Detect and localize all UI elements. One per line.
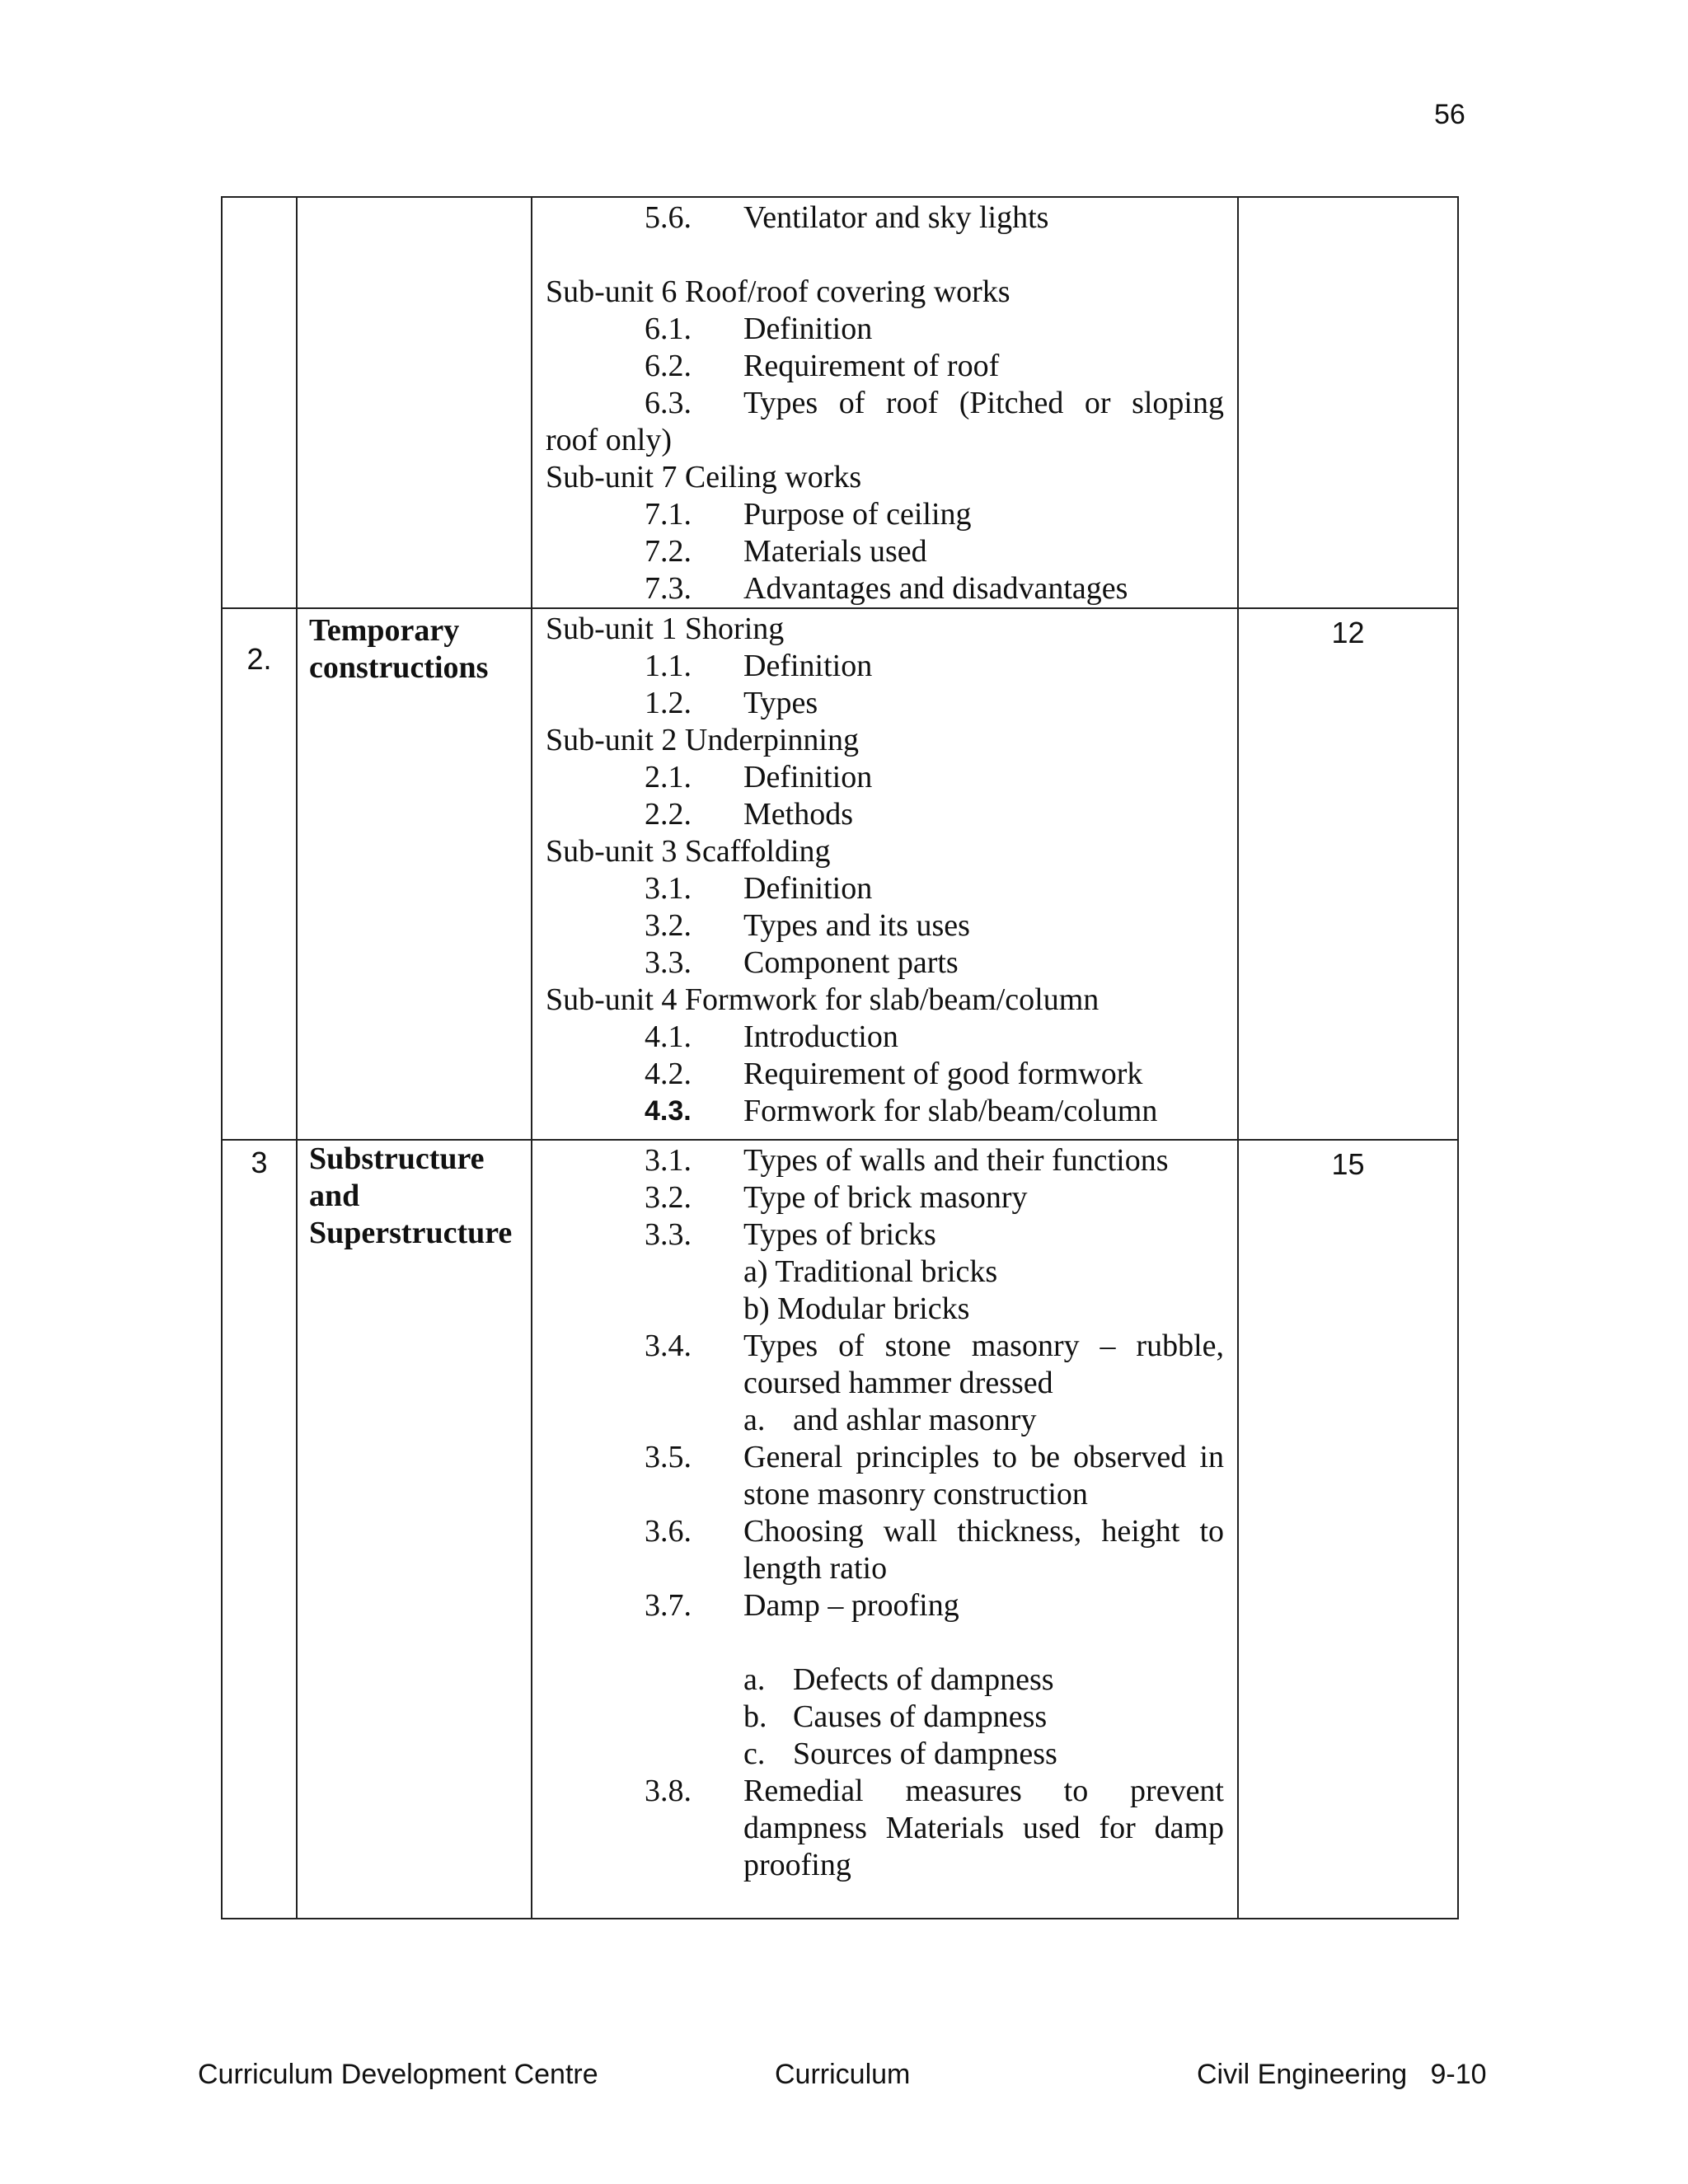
list-item: 3.1. Definition (645, 871, 873, 906)
table-row (222, 608, 1458, 1140)
hours-cell: 15 (1238, 1140, 1458, 1919)
list-item: 1.2. Types (645, 686, 818, 720)
subunit-heading: Sub-unit 2 Underpinning (546, 723, 859, 757)
list-item: 6.3. Types of roof (Pitched or sloping (645, 386, 1224, 420)
list-item: 3.1. Types of walls and their functions (645, 1143, 1169, 1178)
unit-title-cell: Substructure and Superstructure (297, 1140, 532, 1919)
list-item: 6.2. Requirement of roof (645, 349, 1000, 383)
list-item: 2.1. Definition (645, 760, 873, 794)
list-item: 4.1. Introduction (645, 1019, 898, 1054)
unit-title-cell: Temporary constructions (297, 608, 532, 1140)
list-item: 3.3. Component parts (645, 945, 959, 980)
list-subitem: a. Defects of dampness (743, 1662, 1054, 1697)
list-subitem: a. and ashlar masonry (743, 1403, 1037, 1437)
unit-number-cell: 3 (222, 1140, 297, 1919)
list-item: 1.1. Definition (645, 649, 873, 683)
list-item: 3.2. Type of brick masonry (645, 1180, 1028, 1215)
list-subitem: b) Modular bricks (743, 1291, 970, 1326)
subunit-heading: Sub-unit 4 Formwork for slab/beam/column (546, 982, 1100, 1017)
unit-number-cell: 2. (222, 608, 297, 1140)
content-cell (532, 197, 1238, 608)
footer-right: Civil Engineering 9-10 (1197, 2059, 1487, 2090)
list-item: 4.2. Requirement of good formwork (645, 1057, 1143, 1091)
table-row (222, 197, 1458, 608)
unit-number-cell (222, 197, 297, 608)
subunit-heading: Sub-unit 6 Roof/roof covering works (546, 274, 1010, 309)
page-number: 56 (1434, 99, 1465, 130)
content-cell (532, 608, 1238, 1140)
list-item: 3.7. Damp – proofing (645, 1588, 959, 1623)
content-cell (532, 1140, 1238, 1919)
list-item: 4.3. Formwork for slab/beam/column (645, 1094, 1158, 1128)
subunit-heading: Sub-unit 3 Scaffolding (546, 834, 831, 869)
list-item-wrap: roof only) (546, 423, 673, 457)
list-item: 3.5. General principles to be observed in stone masonry construction (645, 1440, 1224, 1511)
hours-cell (1238, 197, 1458, 608)
syllabus-table (221, 196, 1459, 1919)
hours-cell: 12 (1238, 608, 1458, 1140)
list-item: 3.2. Types and its uses (645, 908, 970, 943)
subunit-heading: Sub-unit 7 Ceiling works (546, 460, 862, 494)
list-item: 2.2. Methods (645, 797, 853, 832)
list-item: 3.4. Types of stone masonry – rubble, coursed hammer dressed (645, 1329, 1224, 1400)
list-item: 7.3. Advantages and disadvantages (645, 571, 1128, 606)
footer-center: Curriculum (775, 2059, 911, 2090)
unit-title-cell (297, 197, 532, 608)
list-item: 3.6. Choosing wall thickness, height to length ratio (645, 1514, 1224, 1586)
list-subitem: a) Traditional bricks (743, 1254, 998, 1289)
table-row (222, 1140, 1458, 1919)
list-item: 3.3. Types of bricks (645, 1217, 936, 1252)
footer-left: Curriculum Development Centre (198, 2059, 598, 2090)
list-subitem: c. Sources of dampness (743, 1736, 1057, 1771)
list-item: 5.6. Ventilator and sky lights (645, 200, 1049, 235)
list-item: 3.8. Remedial measures to prevent dampness Materials used for damp proofing (645, 1774, 1224, 1882)
subunit-heading: Sub-unit 1 Shoring (546, 612, 785, 646)
list-item: 6.1. Definition (645, 312, 873, 346)
list-item: 7.2. Materials used (645, 534, 927, 569)
list-item: 7.1. Purpose of ceiling (645, 497, 972, 532)
list-subitem: b. Causes of dampness (743, 1699, 1048, 1734)
